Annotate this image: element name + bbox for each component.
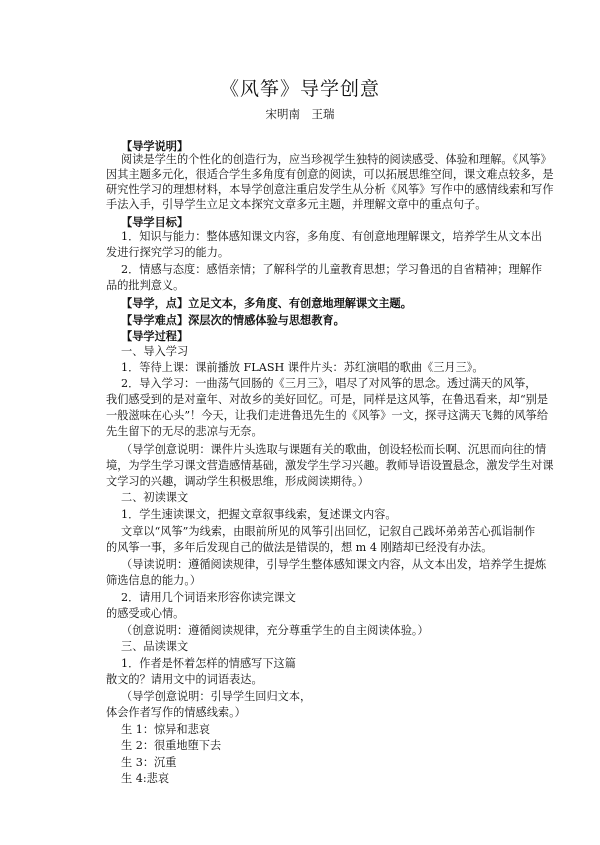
paragraph-line: 的感受或心情。 bbox=[106, 607, 185, 620]
section-heading: 【导学说明】 bbox=[121, 139, 189, 153]
paragraph-line: 1．等待上课：课前播放 FLASH 课件片头：苏红演唱的歌曲《三月三》。 bbox=[121, 361, 484, 374]
paragraph-line: 发进行探究学习的能力。 bbox=[106, 246, 230, 259]
paragraph-line: 品的批判意义。 bbox=[106, 279, 185, 292]
subsection-heading: 二、初读课文 bbox=[121, 491, 189, 504]
section-heading: 【导学难点】深层次的情感体验与思想教育。 bbox=[121, 313, 345, 327]
paragraph-line: 文章以“风筝”为线索，由眼前所见的风筝引出回忆，记叙自己践坏弟弟苦心孤诣制作 bbox=[121, 525, 536, 538]
paragraph-line: 的风筝一事，多年后发现自己的做法是错误的，想 m 4 刚踏却已经没有办法。 bbox=[106, 541, 493, 554]
paragraph-line: 手法入手，引导学生立足文本探究文章多元主题，并理解文章中的重点句子。 bbox=[106, 198, 487, 211]
paragraph-line: 因其主题多元化，很适合学生多角度有创意的阅读，可以拓展思维空间，课文难点较多，是 bbox=[106, 168, 554, 181]
paragraph-line: 一般滋味在心头”！今天，让我们走进鲁迅先生的《风筝》一文，探寻这满天飞舞的风筝给 bbox=[106, 409, 549, 422]
student-answer: 生 1：惊异和悲哀 bbox=[121, 723, 210, 736]
section-heading: 【导学目标】 bbox=[121, 215, 189, 229]
paragraph-line: 我们感受到的是对童年、对故乡的美好回忆。可是，同样是这风筝，在鲁迅看来，却“别是 bbox=[106, 393, 549, 406]
paragraph-line: 体会作者写作的情感线索。） bbox=[106, 706, 246, 719]
paragraph-line: 散文的？请用文中的词语表达。 bbox=[106, 673, 263, 686]
document-title: 《风筝》导学创意 bbox=[219, 78, 380, 100]
paragraph-line: （导读说明：遵循阅读规律，引导学生整体感知课文内容，从文本出发，培养学生提炼 bbox=[121, 558, 547, 571]
paragraph-line: 1．作者是怀着怎样的情感写下这篇 bbox=[121, 657, 296, 670]
paragraph-line: （创意说明：遵循阅读规律，充分尊重学生的自主阅读体验。） bbox=[121, 624, 429, 637]
paragraph-line: 2．情感与态度：感悟亲情；了解科学的儿童教育思想；学习鲁迅的自省精神；理解作 bbox=[121, 263, 543, 276]
student-answer: 生 4:悲哀 bbox=[121, 772, 170, 785]
paragraph-line: 2．导入学习：一曲荡气回肠的《三月三》，唱尽了对风筝的思念。透过满天的风筝， bbox=[121, 377, 537, 390]
paragraph-line: 1．知识与能力：整体感知课文内容，多角度、有创意地理解课文，培养学生从文本出 bbox=[121, 230, 543, 243]
section-heading: 【导学，点】立足文本，多角度、有创意地理解课文主题。 bbox=[121, 296, 412, 310]
paragraph-line: 1．学生速读课文，把握文章叙事线索，复述课文内容。 bbox=[121, 508, 397, 521]
paragraph-line: 先生留下的无尽的悲凉与无奈。 bbox=[106, 425, 263, 438]
paragraph-line: 阅读是学生的个性化的创造行为，应当珍视学生独特的阅读感受、体验和理解。《风筝》 bbox=[121, 153, 552, 166]
student-answer: 生 3：沉重 bbox=[121, 756, 177, 769]
student-answer: 生 2：很重地堕下去 bbox=[121, 739, 222, 752]
document-authors: 宋明南 王瑞 bbox=[265, 107, 335, 121]
paragraph-line: 筛选信息的能力。） bbox=[106, 574, 202, 587]
paragraph-line: （导学创意说明：课件片头选取与课题有关的歌曲，创设轻松而长啊、沉思而向往的情 bbox=[121, 443, 547, 456]
paragraph-line: 文学习的兴趣，调动学生积极思维，形成阅读期待。） bbox=[106, 475, 369, 488]
subsection-heading: 三、品读课文 bbox=[121, 640, 189, 653]
subsection-heading: 一、导入学习 bbox=[121, 345, 189, 358]
section-heading: 【导学过程】 bbox=[121, 329, 189, 343]
paragraph-line: 境，为学生学习课文营造感情基础，激发学生学习兴趣。教师导语设置悬念，激发学生对课 bbox=[106, 459, 554, 472]
paragraph-line: 研究性学习的理想材料，本导学创意注重启发学生从分析《风筝》写作中的感情线索和写作 bbox=[106, 183, 554, 196]
paragraph-line: （导学创意说明：引导学生回归文本， bbox=[121, 690, 312, 703]
paragraph-line: 2．请用几个词语来形容你读完课文 bbox=[121, 591, 296, 604]
